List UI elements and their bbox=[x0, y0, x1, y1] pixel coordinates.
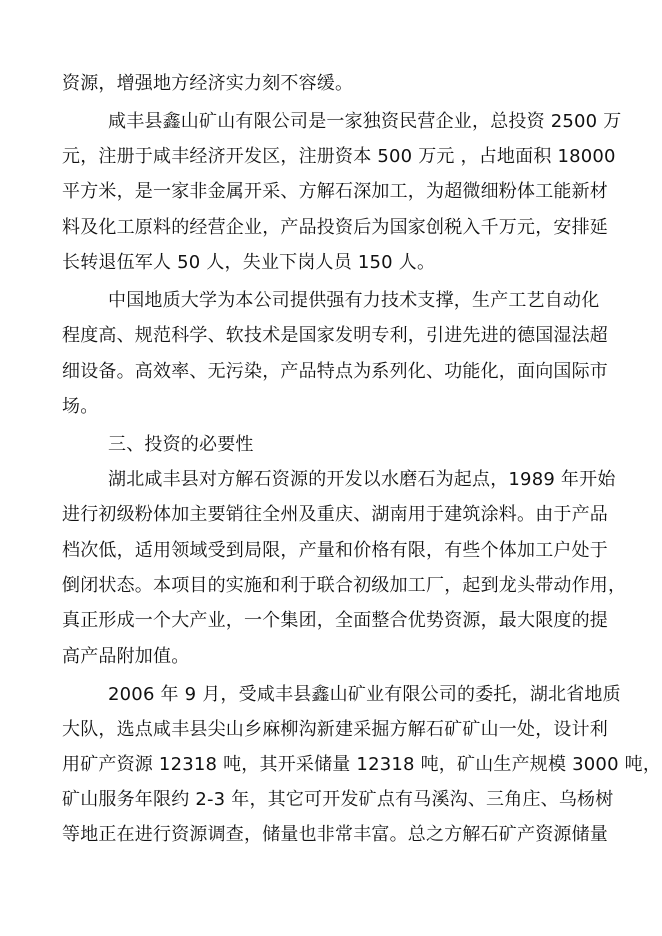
text-line: 程度高、规范科学、软技术是国家发明专利，引进先进的德国湿法超 bbox=[62, 325, 608, 346]
text-line: 场。 bbox=[62, 396, 99, 417]
text-line: 资源，增强地方经济实力刻不容缓。 bbox=[62, 73, 354, 94]
text-line: 用矿产资源 12318 吨，其开采储量 12318 吨，矿山生产规模 3000 吨， bbox=[62, 754, 662, 775]
text-line: 元，注册于咸丰经济开发区，注册资本 500 万元 ，占地面积 18000 bbox=[62, 146, 616, 167]
text-line: 档次低，适用领域受到局限，产量和价格有限，有些个体加工户处于 bbox=[62, 540, 608, 561]
text-line: 高产品附加值。 bbox=[62, 646, 190, 667]
text-line: 咸丰县鑫山矿山有限公司是一家独资民营企业，总投资 2500 万 bbox=[108, 111, 622, 132]
text-line: 矿山服务年限约 2-3 年，其它可开发矿点有马溪沟、三角庄、乌杨树 bbox=[62, 789, 614, 810]
section-heading: 三、投资的必要性 bbox=[108, 434, 254, 455]
text-line: 料及化工原料的经营企业，产品投资后为国家创税入千万元，安排延 bbox=[62, 217, 608, 238]
text-line: 长转退伍军人 50 人，失业下岗人员 150 人。 bbox=[62, 252, 436, 273]
text-line: 平方米，是一家非金属开采、方解石深加工，为超微细粉体工能新材 bbox=[62, 181, 608, 202]
text-line: 2006 年 9 月，受咸丰县鑫山矿业有限公司的委托，湖北省地质 bbox=[108, 684, 621, 705]
text-line: 真正形成一个大产业，一个集团，全面整合优势资源，最大限度的提 bbox=[62, 610, 608, 631]
text-line: 中国地质大学为本公司提供强有力技术支撑，生产工艺自动化 bbox=[108, 290, 600, 311]
text-line: 倒闭状态。本项目的实施和利于联合初级加工厂，起到龙头带动作用， bbox=[62, 575, 627, 596]
text-line: 等地正在进行资源调查，储量也非常丰富。总之方解石矿产资源储量 bbox=[62, 824, 608, 845]
text-line: 大队，选点咸丰县尖山乡麻柳沟新建采掘方解石矿矿山一处，设计利 bbox=[62, 719, 608, 740]
text-line: 细设备。高效率、无污染，产品特点为系列化、功能化，面向国际市 bbox=[62, 361, 608, 382]
text-line: 进行初级粉体加主要销往全州及重庆、湖南用于建筑涂料。由于产品 bbox=[62, 504, 608, 525]
text-line: 湖北咸丰县对方解石资源的开发以水磨石为起点，1989 年开始 bbox=[108, 469, 616, 490]
